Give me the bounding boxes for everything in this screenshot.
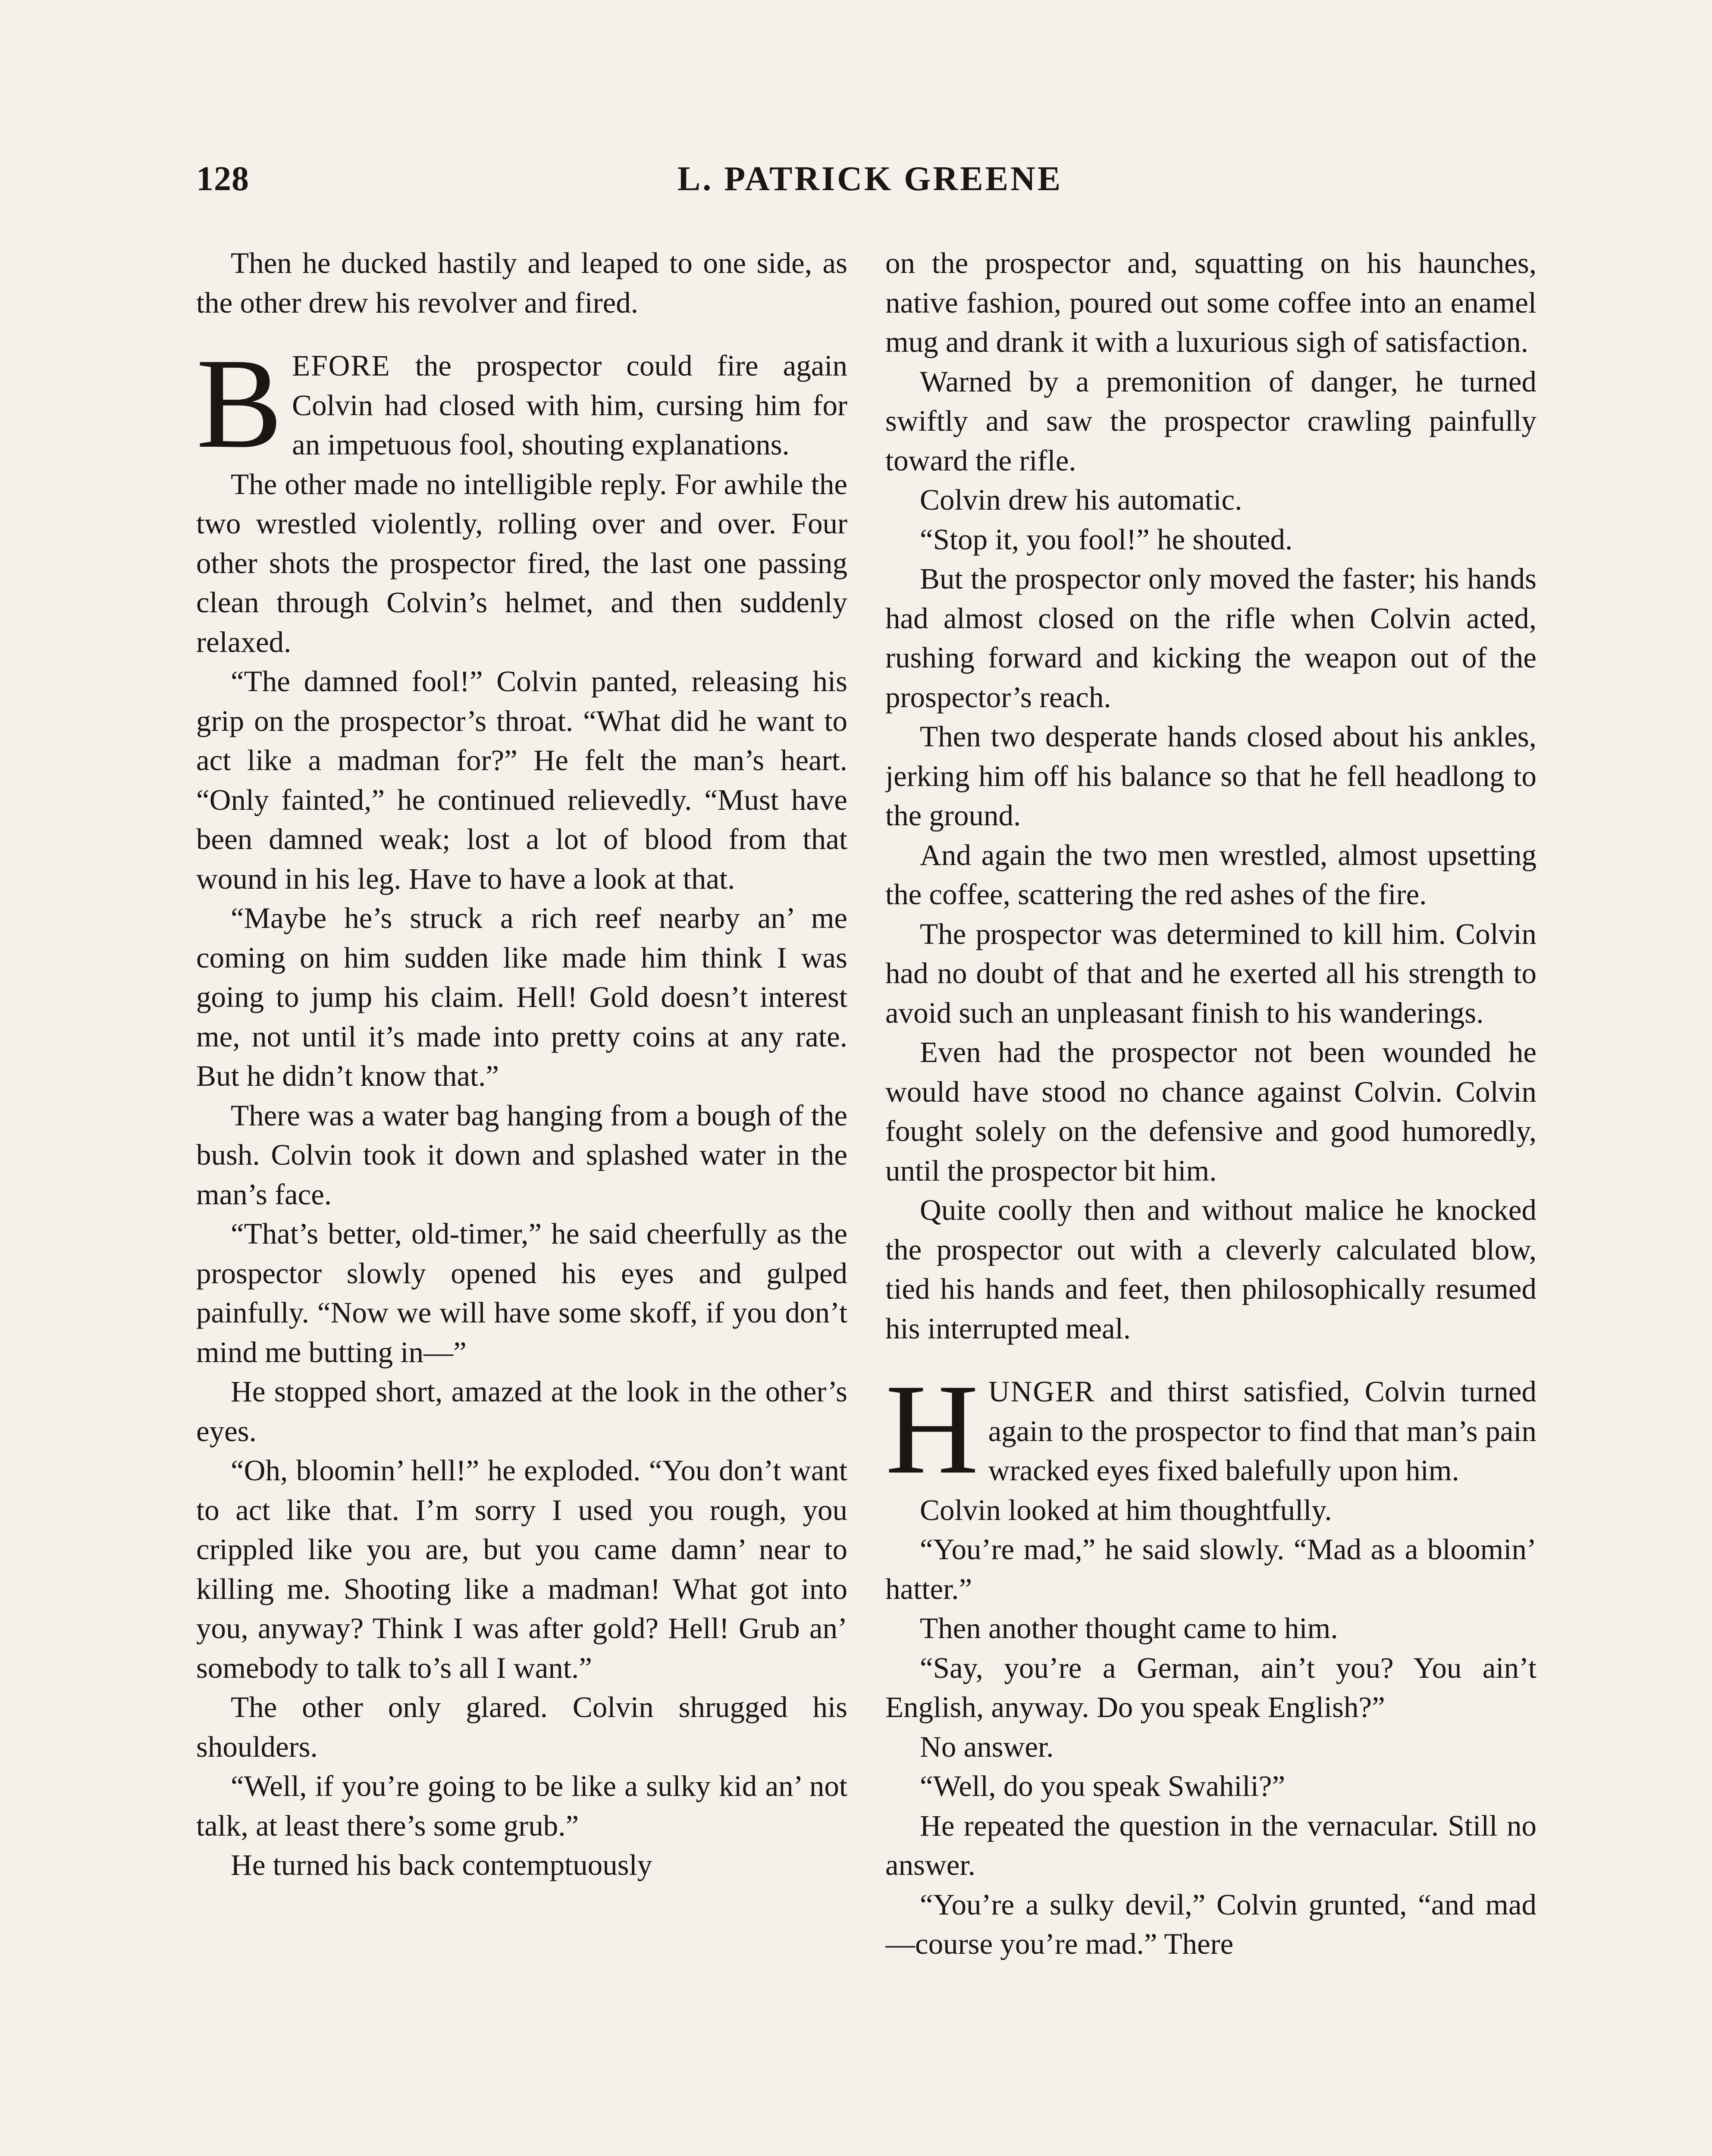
right-column	[885, 244, 1536, 2156]
paragraph: Colvin looked at him thoughtfully.	[920, 1493, 1332, 1526]
paragraph: The other made no intelligible reply. For awhile the two wrestled violently, rolling over and over. Four other shots the prospector fired, the last one passing clean through Colvin’s helmet, and then suddenly relaxed.	[196, 467, 847, 658]
drop-cap: H	[885, 1357, 979, 1501]
paragraph: Then two desperate hands closed about his ankles, jerking him off his balance so that he fell headlong to the ground.	[885, 720, 1536, 832]
paragraph: “The damned fool!” Colvin panted, releasing his grip on the prospector’s throat. “What did he want to act like a madman for?” He felt the man’s heart. “Only fainted,” he continued relievedly. “Must have been damned weak; lost a lot of blood from that wound in his leg. Have to have a look at that.	[196, 665, 847, 895]
paragraph: Quite coolly then and without malice he knocked the prospector out with a cleverly calculated blow, tied his hands and feet, then philosophically resumed his interrupted meal.	[885, 1194, 1536, 1345]
paragraph: And again the two men wrestled, almost upsetting the coffee, scattering the red ashes of the fire.	[885, 838, 1536, 911]
paragraph: “Well, do you speak Swahili?”	[920, 1770, 1286, 1802]
paragraph: “Well, if you’re going to be like a sulky kid an’ not talk, at least there’s some grub.”	[196, 1770, 847, 1842]
paragraph: He repeated the question in the vernacular. Still no answer.	[885, 1809, 1536, 1881]
lead-caps: UNGER	[988, 1375, 1095, 1408]
paragraph: “That’s better, old-timer,” he said cheerfully as the prospector slowly opened his eyes and gulped painfully. “Now we will have some skoff, if you don’t mind me butting in—”	[196, 1217, 847, 1369]
section-paragraph	[196, 332, 847, 475]
page-number: 128	[196, 160, 249, 198]
paragraph-text: and thirst satisfied, Colvin turned again to the prospector to find that man’s pain wracked eyes fixed balefully upon him.	[988, 1375, 1536, 1487]
paragraph: He turned his back contemptuously	[231, 1849, 652, 1881]
paragraph: Colvin drew his automatic.	[920, 483, 1242, 516]
paragraph: Warned by a premonition of danger, he turned swiftly and saw the prospector crawling painfully toward the rifle.	[885, 365, 1536, 477]
lead-caps: EFORE	[292, 349, 391, 382]
left-column	[196, 244, 847, 2156]
paragraph-continued: on the prospector and, squatting on his haunches, native fashion, poured out some coffee into an enamel mug and drank it with a luxurious sigh of satisfaction.	[885, 247, 1536, 358]
paragraph: There was a water bag hanging from a bough of the bush. Colvin took it down and splashed water in the man’s face.	[196, 1099, 847, 1211]
paragraph: But the prospector only moved the faster; his hands had almost closed on the rifle when Colvin acted, rushing forward and kicking the weapon out of the prospector’s reach.	[885, 562, 1536, 714]
section-paragraph	[885, 1357, 1536, 1501]
paragraph: Even had the prospector not been wounded he would have stood no chance against Colvin. Colvin fought solely on the defensive and good humoredly, until the prospector bit him.	[885, 1036, 1536, 1187]
paragraph: “Maybe he’s struck a rich reef nearby an’ me coming on him sudden like made him think I was going to jump his claim. Hell! Gold doesn’t interest me, not until it’s made into pretty coins at any rate. But he didn’t know that.”	[196, 902, 847, 1092]
paragraph: Then another thought came to him.	[920, 1612, 1338, 1645]
paragraph: Then he ducked hastily and leaped to one side, as the other drew his revolver and fired.	[196, 247, 847, 319]
paragraph: “You’re mad,” he said slowly. “Mad as a bloomin’ hatter.”	[885, 1533, 1536, 1605]
paragraph: The prospector was determined to kill him. Colvin had no doubt of that and he exerted all his strength to avoid such an unpleasant finish to his wanderings.	[885, 917, 1536, 1029]
paragraph: No answer.	[920, 1730, 1054, 1763]
paragraph: “Oh, bloomin’ hell!” he exploded. “You don’t want to act like that. I’m sorry I used you rough, you crippled like you are, but you came damn’ near to killing me. Shooting like a madman! What got into you, anyway? Think I was after gold? Hell! Grub an’ somebody to talk to’s all I want.”	[196, 1454, 847, 1684]
paragraph: He stopped short, amazed at the look in the other’s eyes.	[196, 1375, 847, 1448]
page-header	[196, 160, 1544, 207]
running-head-author: L. PATRICK GREENE	[677, 160, 1063, 198]
paragraph: “Say, you’re a German, ain’t you? You ain’t English, anyway. Do you speak English?”	[885, 1651, 1536, 1724]
paragraph-text: the prospector could fire again Colvin had closed with him, cursing him for an impetuous fool, shouting explanations.	[292, 349, 847, 461]
paragraph: “Stop it, you fool!” he shouted.	[920, 523, 1293, 556]
drop-cap: B	[196, 332, 283, 475]
paragraph: The other only glared. Colvin shrugged his shoulders.	[196, 1691, 847, 1763]
paragraph: “You’re a sulky devil,” Colvin grunted, “and mad—course you’re mad.” There	[885, 1888, 1536, 1960]
